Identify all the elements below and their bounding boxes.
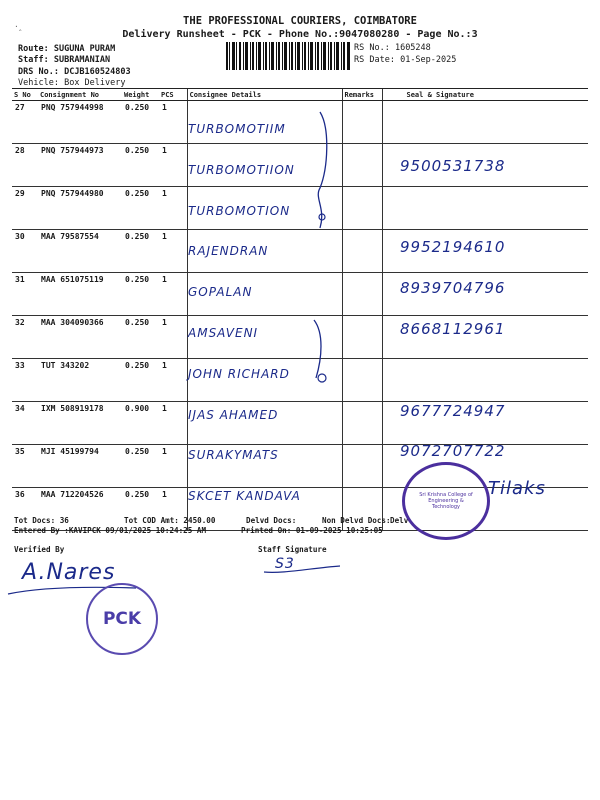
row-weight: 0.250: [122, 101, 159, 144]
consignee-handwriting: SURAKYMATS: [188, 448, 279, 463]
row-consignment: TUT 343202: [38, 359, 122, 402]
row-seal-cell: [382, 187, 588, 230]
verifier-signature: A.Nares: [22, 560, 116, 585]
row-remarks-cell: [342, 316, 382, 359]
row-consignment: MAA 712204526: [38, 488, 122, 531]
receiver-phone-handwriting: 8939704796: [400, 279, 506, 298]
row-remarks-cell: [342, 359, 382, 402]
row-sno: 27: [12, 101, 38, 144]
col-consignee: Consignee Details: [187, 89, 342, 101]
row-sno: 32: [12, 316, 38, 359]
college-seal-stamp: [402, 462, 490, 540]
vehicle-line: Vehicle: Box Delivery: [18, 78, 126, 88]
row-pcs: 1: [159, 187, 187, 230]
consignee-handwriting: JOHN RICHARD: [188, 366, 290, 381]
consignee-handwriting: TURBOMOTIIM: [188, 122, 286, 136]
row-remarks-cell: [342, 402, 382, 445]
receiver-phone-handwriting: 9677724947: [400, 401, 506, 420]
staff-signature-line: [262, 560, 342, 576]
non-delivered-docs: Non Delvd Docs:: [322, 516, 391, 525]
col-weight: Weight: [122, 89, 159, 101]
row-sno: 29: [12, 187, 38, 230]
row-consignment: PNQ 757944973: [38, 144, 122, 187]
row-remarks-cell: [342, 144, 382, 187]
runsheet-subtitle: Delivery Runsheet - PCK - Phone No.:9047080280 - Page No.:3: [122, 29, 478, 40]
row-weight: 0.250: [122, 273, 159, 316]
staff-initials: S3: [275, 556, 295, 572]
rs-no-line: RS No.: 1605248: [354, 43, 431, 53]
consignee-handwriting: GOPALAN: [188, 285, 253, 300]
delivered-docs-truncated: Delv: [390, 516, 409, 525]
col-sno: S No: [12, 89, 38, 101]
row-weight: 0.250: [122, 316, 159, 359]
row-pcs: 1: [159, 273, 187, 316]
row-pcs: 1: [159, 359, 187, 402]
row-weight: 0.250: [122, 144, 159, 187]
row-weight: 0.250: [122, 187, 159, 230]
row-weight: 0.250: [122, 359, 159, 402]
col-seal: Seal & Signature: [382, 89, 588, 101]
staff-line: Staff: SUBRAMANIAN: [18, 55, 111, 65]
row-pcs: 1: [159, 144, 187, 187]
row-consignment: MAA 651075119: [38, 273, 122, 316]
row-pcs: 1: [159, 101, 187, 144]
row-sno: 34: [12, 402, 38, 445]
row-sno: 33: [12, 359, 38, 402]
row-weight: 0.250: [122, 230, 159, 273]
row-sno: 35: [12, 445, 38, 488]
row-seal-cell: [382, 359, 588, 402]
consignee-handwriting: SKCET KANDAVA: [188, 489, 301, 504]
pck-stamp: [86, 583, 158, 655]
total-docs: Tot Docs: 36: [14, 516, 69, 525]
row-sno: 30: [12, 230, 38, 273]
receiver-phone-handwriting: 8668112961: [400, 320, 506, 338]
consignee-handwriting: AMSAVENI: [188, 326, 259, 340]
bracket-marks: [300, 108, 340, 398]
row-pcs: 1: [159, 316, 187, 359]
entered-by: Entered By :KAVIPCK 09/01/2025 10:24:25 AM: [14, 526, 207, 535]
col-remarks: Remarks: [342, 89, 382, 101]
staff-signature-label: Staff Signature: [258, 545, 327, 554]
table-header-row: [12, 89, 588, 101]
receiver-signature-36: Tilaks: [488, 478, 546, 499]
row-consignment: MAA 79587554: [38, 230, 122, 273]
receiver-phone-handwriting: 9072707722: [400, 442, 506, 461]
company-title: THE PROFESSIONAL COURIERS, COIMBATORE: [183, 15, 417, 27]
printed-on: Printed On: 01-09-2025 10:25:05: [241, 526, 383, 535]
row-sno: 28: [12, 144, 38, 187]
row-remarks-cell: [342, 230, 382, 273]
row-consignment: MJI 45199794: [38, 445, 122, 488]
row-consignment: MAA 304090366: [38, 316, 122, 359]
consignee-handwriting: TURBOMOTIION: [188, 162, 295, 177]
barcode-image: [226, 42, 350, 70]
row-pcs: 1: [159, 402, 187, 445]
drs-line: DRS No.: DCJB160524803: [18, 67, 131, 77]
row-sno: 36: [12, 488, 38, 531]
row-pcs: 1: [159, 445, 187, 488]
row-remarks-cell: [342, 445, 382, 488]
college-seal-text: Sri Krishna College of Engineering & Technology: [419, 492, 473, 510]
row-seal-cell: [382, 101, 588, 144]
total-cod: Tot COD Amt: 2450.00: [124, 516, 216, 525]
delivered-docs: Delvd Docs:: [246, 516, 297, 525]
consignee-handwriting: TURBOMOTION: [188, 203, 291, 218]
col-pcs: PCS: [159, 89, 187, 101]
row-weight: 0.250: [122, 488, 159, 531]
row-weight: 0.250: [122, 445, 159, 488]
row-pcs: 1: [159, 230, 187, 273]
row-consignment: PNQ 757944998: [38, 101, 122, 144]
row-weight: 0.900: [122, 402, 159, 445]
corner-mark: ·‸: [14, 22, 22, 31]
receiver-phone-handwriting: 9952194610: [400, 238, 506, 257]
consignee-handwriting: RAJENDRAN: [188, 244, 269, 259]
row-remarks-cell: [342, 187, 382, 230]
row-consignment: IXM 508919178: [38, 402, 122, 445]
row-consignment: PNQ 757944980: [38, 187, 122, 230]
row-remarks-cell: [342, 101, 382, 144]
row-sno: 31: [12, 273, 38, 316]
row-pcs: 1: [159, 488, 187, 531]
row-remarks-cell: [342, 273, 382, 316]
consignee-handwriting: IJAS AHAMED: [188, 407, 279, 422]
pck-stamp-text: PCK: [102, 609, 142, 629]
receiver-phone-handwriting: 9500531738: [400, 156, 506, 175]
rs-date-line: RS Date: 01-Sep-2025: [354, 55, 457, 65]
verified-by-label: Verified By: [14, 545, 65, 554]
route-line: Route: SUGUNA PURAM: [18, 44, 116, 54]
col-consignment: Consignment No: [38, 89, 122, 101]
